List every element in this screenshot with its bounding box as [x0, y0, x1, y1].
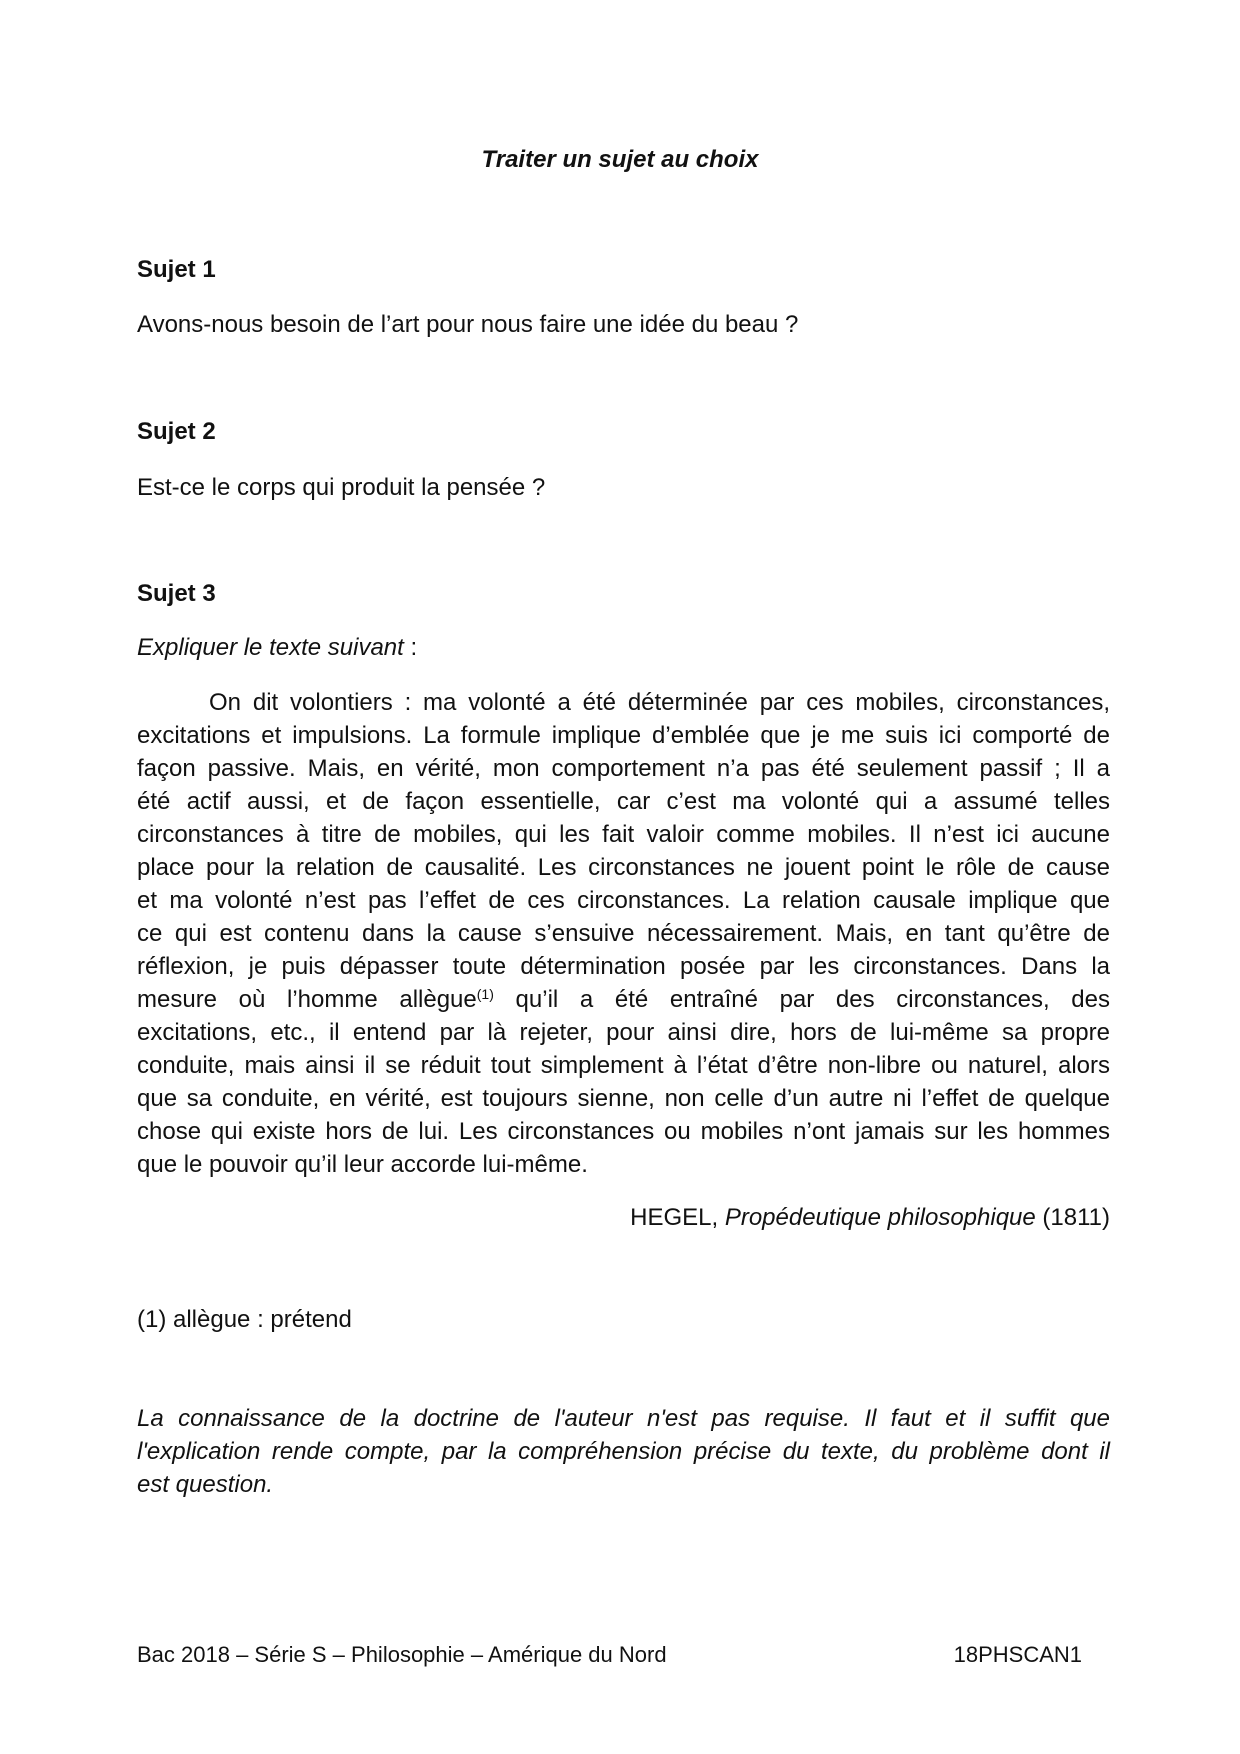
explain-label: Expliquer le texte suivant — [137, 634, 404, 661]
footer-exam-info: Bac 2018 – Série S – Philosophie – Amérique du Nord — [137, 1642, 667, 1667]
citation-year: (1811) — [1035, 1204, 1110, 1231]
page-heading: Traiter un sujet au choix — [481, 146, 759, 173]
passage-line: conduite, mais ainsi il se réduit tout simplement à l’état d’être non-libre ou naturel, alors — [137, 1052, 1110, 1079]
sujet-2-question: Est-ce le corps qui produit la pensée ? — [137, 474, 546, 501]
passage-line: chose qui existe hors de lui. Les circonstances ou mobiles n’ont jamais sur les hommes — [137, 1118, 1110, 1145]
instruction-paragraph — [137, 1402, 1110, 1501]
passage-line: excitations et impulsions. La formule implique d’emblée que je me suis ici comporté de — [137, 722, 1110, 749]
citation-author: HEGEL, — [630, 1204, 725, 1231]
instruction-line: est question. — [137, 1471, 274, 1498]
sujet-1-question: Avons-nous besoin de l’art pour nous faire une idée du beau ? — [137, 311, 799, 338]
passage-line: que le pouvoir qu’il leur accorde lui-même. — [137, 1151, 588, 1178]
passage-line: et ma volonté n’est pas l’effet de ces circonstances. La relation causale implique que — [137, 887, 1110, 914]
sujet-2-title: Sujet 2 — [137, 418, 216, 445]
instruction-line: l'explication rende compte, par la compréhension précise du texte, du problème dont il — [137, 1438, 1110, 1465]
passage-line-part: mesure où l’homme allègue — [137, 986, 477, 1013]
passage-line: place pour la relation de causalité. Les circonstances ne jouent point le rôle de cause — [137, 854, 1110, 881]
footnote-marker: (1) — [476, 986, 494, 1002]
citation-work: Propédeutique philosophique — [724, 1204, 1036, 1231]
passage-line-footnote — [137, 983, 1110, 1016]
footnote: (1) allègue : prétend — [137, 1306, 352, 1333]
footer-code: 18PHSCAN1 — [953, 1642, 1082, 1667]
sujet-3-title: Sujet 3 — [137, 580, 216, 607]
passage-line: été actif aussi, et de façon essentielle, car c’est ma volonté qui a assumé telles — [137, 788, 1110, 815]
passage-line: façon passive. Mais, en vérité, mon comportement n’a pas été seulement passif ; Il a — [137, 755, 1110, 782]
passage-line: que sa conduite, en vérité, est toujours sienne, non celle d’un autre ni l’effet de quelque — [137, 1085, 1110, 1112]
passage-line-part: qu’il a été entraîné par des circonstances, des — [493, 986, 1110, 1013]
citation — [630, 1204, 1110, 1232]
text-passage — [137, 686, 1110, 1181]
passage-line: On dit volontiers : ma volonté a été déterminée par ces mobiles, circonstances, — [209, 689, 1110, 716]
instruction-line: La connaissance de la doctrine de l'auteur n'est pas requise. Il faut et il suffit que — [137, 1405, 1110, 1432]
passage-line: ce qui est contenu dans la cause s’ensuive nécessairement. Mais, en tant qu’être de — [137, 920, 1110, 947]
passage-line: excitations, etc., il entend par là rejeter, pour ainsi dire, hors de lui-même sa propre — [137, 1019, 1110, 1046]
passage-line: circonstances à titre de mobiles, qui les fait valoir comme mobiles. Il n’est ici aucune — [137, 821, 1110, 848]
sujet-1-title: Sujet 1 — [137, 256, 216, 283]
explain-suffix: : — [403, 634, 418, 661]
explain-instruction — [137, 634, 417, 662]
passage-line: réflexion, je puis dépasser toute détermination posée par les circonstances. Dans la — [137, 953, 1110, 980]
